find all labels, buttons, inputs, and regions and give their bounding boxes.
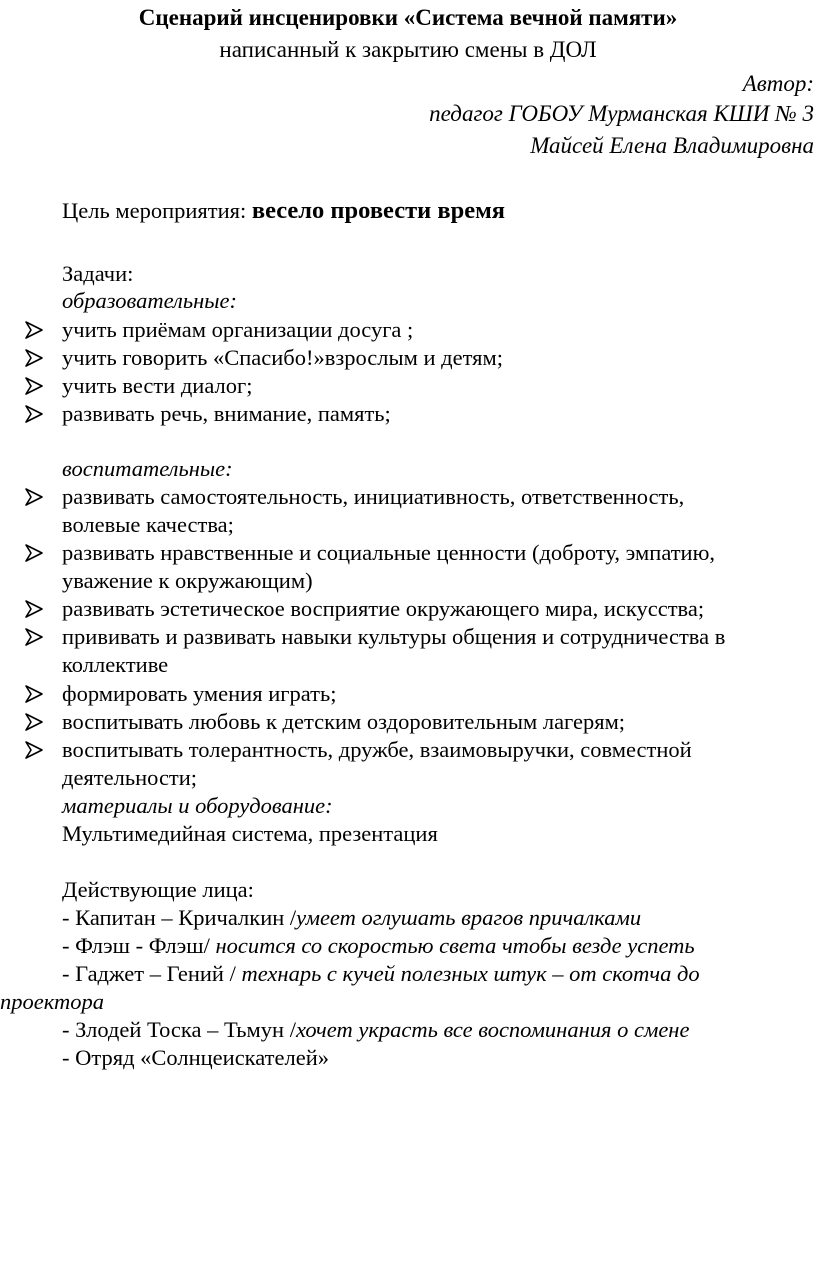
character-name: - Отряд «Солнцеискателей» bbox=[62, 1045, 330, 1070]
list-item-text: учить говорить «Спасибо!»взрослым и детям; bbox=[62, 345, 503, 370]
character-desc: умеет оглушать врагов причалками bbox=[296, 905, 642, 930]
list-item-text: развивать эстетическое восприятие окружающего мира, искусства; bbox=[62, 596, 705, 621]
arrow-bullet-icon bbox=[24, 595, 50, 623]
goal-line bbox=[62, 197, 505, 225]
list-item-text: развивать речь, внимание, память; bbox=[62, 401, 391, 426]
arrow-bullet-icon bbox=[24, 680, 50, 708]
character-name: - Флэш - Флэш/ bbox=[62, 933, 216, 958]
character-name: - Злодей Тоска – Тьмун / bbox=[62, 1017, 296, 1042]
arrow-bullet-icon bbox=[24, 344, 50, 372]
list-item-text-cont: уважение к окружающим) bbox=[62, 568, 313, 593]
arrow-bullet-icon bbox=[24, 736, 50, 764]
arrow-bullet-icon bbox=[24, 316, 50, 344]
character-line bbox=[62, 1016, 689, 1044]
character-desc: технарь с кучей полезных штук – от скотча до bbox=[241, 961, 700, 986]
author-name: Майсей Елена Владимировна bbox=[530, 133, 814, 158]
list-item-text: прививать и развивать навыки культуры общения и сотрудничества в bbox=[62, 624, 726, 649]
character-line bbox=[62, 1044, 329, 1072]
page-title: Сценарий инсценировки «Система вечной памяти» bbox=[138, 5, 678, 30]
list-item-text: развивать нравственные и социальные ценности (доброту, эмпатию, bbox=[62, 540, 716, 565]
character-name: - Гаджет – Гений / bbox=[62, 961, 242, 986]
author-position: педагог ГОБОУ Мурманская КШИ № 3 bbox=[429, 101, 814, 126]
character-line bbox=[62, 960, 700, 988]
character-desc-cont: проектора bbox=[0, 989, 104, 1014]
character-line bbox=[62, 932, 695, 960]
tasks-label: Задачи: bbox=[62, 261, 134, 286]
character-desc: хочет украсть все воспоминания о смене bbox=[295, 1017, 690, 1042]
character-line bbox=[62, 904, 641, 932]
goal-label: Цель мероприятия: bbox=[62, 198, 252, 223]
goal-value: весело провести время bbox=[251, 197, 506, 224]
arrow-bullet-icon bbox=[24, 400, 50, 428]
arrow-bullet-icon bbox=[24, 539, 50, 567]
educational-heading: образовательные: bbox=[62, 288, 237, 313]
character-name: - Капитан – Кричалкин / bbox=[62, 905, 297, 930]
list-item-text: формировать умения играть; bbox=[62, 681, 337, 706]
list-item-text: воспитывать толерантность, дружбе, взаимовыручки, совместной bbox=[62, 737, 692, 762]
arrow-bullet-icon bbox=[24, 372, 50, 400]
character-desc: носится со скоростью света чтобы везде успеть bbox=[215, 933, 695, 958]
characters-label: Действующие лица: bbox=[62, 877, 254, 902]
author-label: Автор: bbox=[742, 71, 814, 96]
list-item-text: развивать самостоятельность, инициативность, ответственность, bbox=[62, 484, 685, 509]
arrow-bullet-icon bbox=[24, 483, 50, 511]
list-item-text: воспитывать любовь к детским оздоровительным лагерям; bbox=[62, 709, 626, 734]
list-item-text: учить вести диалог; bbox=[62, 373, 253, 398]
arrow-bullet-icon bbox=[24, 623, 50, 651]
list-item-text-cont: деятельности; bbox=[62, 765, 198, 790]
list-item-text: учить приёмам организации досуга ; bbox=[62, 317, 414, 342]
materials-text: Мультимедийная система, презентация bbox=[62, 821, 438, 846]
list-item-text-cont: коллективе bbox=[62, 652, 169, 677]
arrow-bullet-icon bbox=[24, 708, 50, 736]
materials-heading: материалы и оборудование: bbox=[62, 793, 333, 818]
upbringing-heading: воспитательные: bbox=[62, 456, 233, 481]
list-item-text-cont: волевые качества; bbox=[62, 512, 234, 537]
page-subtitle: написанный к закрытию смены в ДОЛ bbox=[219, 37, 597, 62]
